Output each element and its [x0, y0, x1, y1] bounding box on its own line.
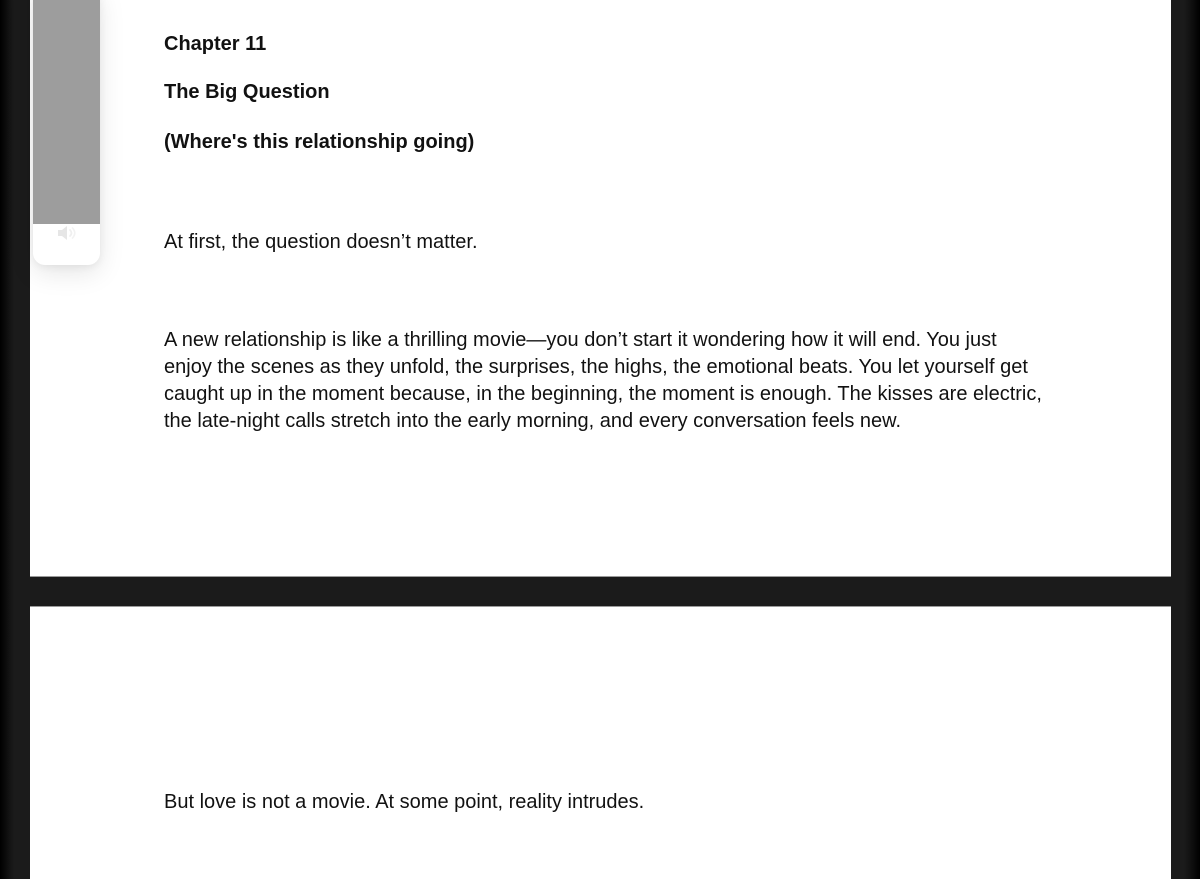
viewer-left-edge [0, 0, 14, 879]
document-page-1 [30, 0, 1171, 577]
speaker-icon[interactable] [56, 224, 78, 242]
page-1-paragraph-2: A new relationship is like a thrilling movie—you don’t start it wondering how it will end. You just enjoy the scenes as they unfold, the surprises, the highs, the emotional beats. You let yourself get caught up in the moment because, in the beginning, the moment is enough. The kisses are electric, the late-night calls stretch into the early morning, and every conversation feels new. [164, 329, 1042, 432]
viewer-right-edge [1184, 0, 1200, 879]
chapter-subtitle: (Where's this relationship going) [164, 131, 475, 153]
document-page-2 [30, 606, 1171, 879]
chapter-label: Chapter 11 [164, 33, 267, 55]
volume-level-fill[interactable] [33, 0, 100, 224]
volume-control[interactable] [33, 0, 100, 265]
page-1-paragraph-1: At first, the question doesn’t matter. [164, 231, 478, 253]
chapter-title: The Big Question [164, 81, 330, 103]
page-2-paragraph-1: But love is not a movie. At some point, reality intrudes. [164, 791, 645, 813]
